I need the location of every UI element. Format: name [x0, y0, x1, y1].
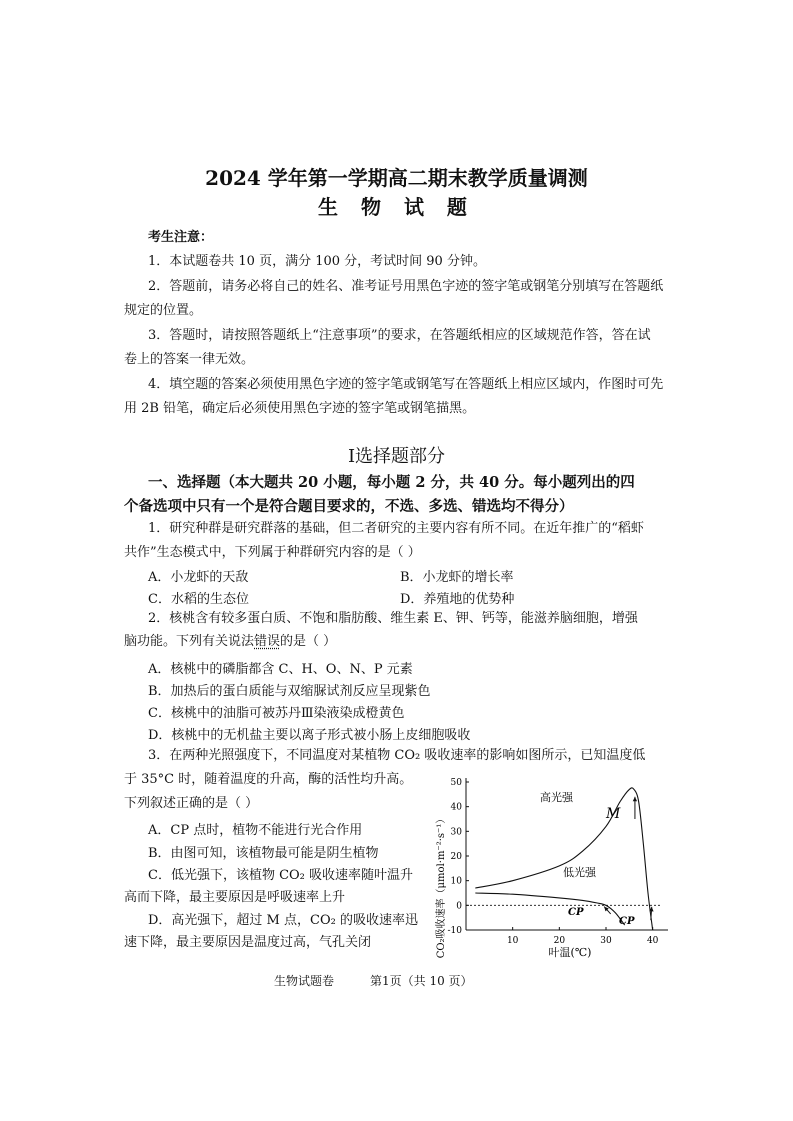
- q2-stem-2: [124, 634, 336, 650]
- notice-item-3: 3．答题时，请按照答题纸上“注意事项”的要求，在答题纸相应的区域规范作答，答在试: [148, 328, 651, 343]
- section-instruction-1: 一、选择题（本大题共 20 小题，每小题 2 分，共 40 分。每小题列出的四: [148, 474, 635, 491]
- x-tick-label: 30: [600, 936, 612, 946]
- notice-item-2: 2．答题前，请务必将自己的姓名、准考证号用黑色字迹的签字笔或钢笔分别填写在答题纸: [148, 279, 664, 294]
- notice-item-4-cont: 用 2B 铅笔，确定后必须使用黑色字迹的签字笔或钢笔描黑。: [124, 401, 476, 416]
- footer-name: 生物试题卷: [274, 974, 335, 988]
- y-tick-label: -10: [447, 926, 462, 936]
- y-axis-label: CO₂吸收速率（μmol·m⁻²·s⁻¹）: [436, 813, 447, 959]
- q1-option-d: D．养殖地的优势种: [400, 592, 515, 607]
- co2-chart: [420, 768, 680, 968]
- exam-title: 2024 学年第一学期高二期末教学质量调测: [205, 166, 588, 190]
- q2-stem-1: 2．核桃含有较多蛋白质、不饱和脂肪酸、维生素 E、钾、钙等，能滋养脑细胞，增强: [148, 611, 638, 626]
- section-title: Ⅰ选择题部分: [347, 446, 446, 467]
- q3-option-d-1: D．高光强下，超过 M 点，CO₂ 的吸收速率迅: [148, 913, 418, 928]
- series-label-low: 低光强: [563, 866, 596, 879]
- q3-option-a: A．CP 点时，植物不能进行光合作用: [148, 823, 363, 838]
- annotation-cp-2: CP: [619, 916, 635, 927]
- notice-item-4: 4．填空题的答案必须使用黑色字迹的签字笔或钢笔写在答题纸上相应区域内，作图时可先: [148, 377, 664, 392]
- x-tick-label: 10: [506, 936, 519, 946]
- q3-option-c-1: C．低光强下，该植物 CO₂ 吸收速率随叶温升: [148, 868, 414, 883]
- q2-stem-2c: 的是（ ）: [280, 634, 337, 649]
- x-tick-label: 20: [553, 936, 566, 946]
- q2-option-c: C．核桃中的油脂可被苏丹Ⅲ染液染成橙黄色: [148, 706, 405, 721]
- y-tick-label: 10: [450, 876, 462, 887]
- y-tick-label: 0: [456, 901, 462, 912]
- notice-item-2-cont: 规定的位置。: [124, 303, 203, 318]
- y-tick-label: 30: [450, 827, 462, 838]
- annotation-m: M: [606, 806, 621, 822]
- q3-option-c-2: 高而下降，最主要原因是呼吸速率上升: [124, 890, 346, 905]
- q2-emphasis: 错误: [254, 634, 281, 649]
- q2-option-b: B．加热后的蛋白质能与双缩脲试剂反应呈现紫色: [148, 684, 431, 699]
- q2-stem-2a: 脑功能。下列有关说法: [124, 634, 255, 649]
- q1-option-a: A．小龙虾的天敌: [148, 570, 249, 585]
- notice-item-3-cont: 卷上的答案一律无效。: [124, 352, 255, 367]
- q3-option-d-2: 速下降，最主要原因是温度过高，气孔关闭: [124, 935, 372, 950]
- q2-option-d: D．核桃中的无机盐主要以离子形式被小肠上皮细胞吸收: [148, 728, 471, 743]
- q2-option-a: A．核桃中的磷脂都含 C、H、O、N、P 元素: [148, 662, 413, 677]
- q3-option-b: B．由图可知，该植物最可能是阴生植物: [148, 846, 379, 861]
- q1-option-b: B．小龙虾的增长率: [400, 570, 514, 585]
- series-label-high: 高光强: [540, 791, 573, 804]
- x-tick-label: 40: [646, 936, 659, 946]
- y-tick-label: 20: [450, 852, 462, 862]
- annotation-arrowhead: [633, 797, 637, 802]
- y-tick-label: 40: [450, 802, 462, 813]
- x-axis-label: 叶温(℃): [548, 946, 592, 959]
- exam-subtitle: 生 物 试 题: [318, 195, 475, 219]
- series-line-high: [475, 788, 652, 930]
- notice-heading: 考生注意：: [148, 230, 214, 245]
- q1-stem-1: 1．研究种群是研究群落的基础，但二者研究的主要内容有所不同。在近年推广的“稻虾: [148, 521, 644, 536]
- q3-stem-2: 于 35°C 时，随着温度的升高，酶的活性均升高。: [124, 772, 413, 787]
- q3-stem-1: 3．在两种光照强度下，不同温度对某植物 CO₂ 吸收速率的影响如图所示，已知温度低: [148, 748, 646, 763]
- notice-item-1: 1．本试题卷共 10 页，满分 100 分，考试时间 90 分钟。: [148, 254, 486, 269]
- q1-option-c: C．水稻的生态位: [148, 592, 249, 607]
- q1-stem-2: 共作”生态模式中，下列属于种群研究内容的是（ ）: [124, 545, 421, 560]
- section-instruction-2: 个备选项中只有一个是符合题目要求的，不选、多选、错选均不得分）: [124, 498, 574, 515]
- footer-page: 第1页（共 10 页）: [370, 974, 473, 988]
- series-line-low: [475, 893, 624, 925]
- y-tick-label: 50: [450, 778, 462, 788]
- q3-stem-3: 下列叙述正确的是（ ）: [124, 796, 259, 811]
- chart-series: [475, 788, 653, 930]
- annotation-cp-1: CP: [568, 907, 584, 918]
